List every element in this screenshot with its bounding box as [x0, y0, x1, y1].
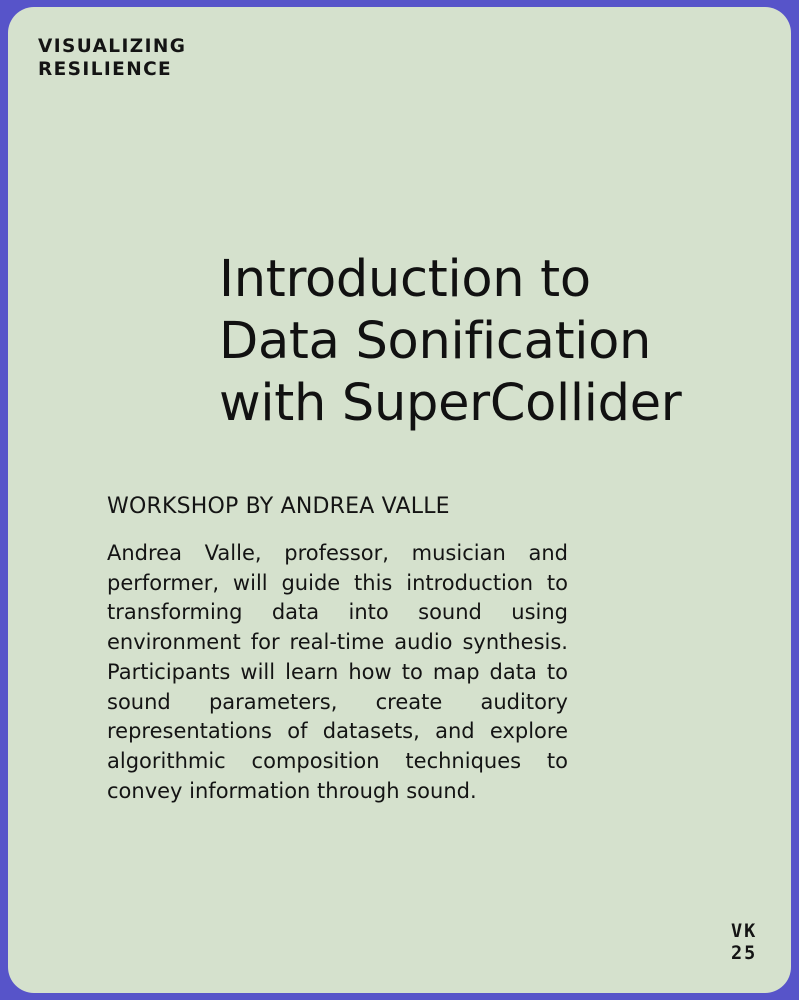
title-line-2: Data Sonification [219, 312, 652, 371]
brand-line-1: VISUALIZING [38, 36, 187, 57]
title-line-3: with SuperCollider [219, 374, 682, 433]
workshop-subtitle: WORKSHOP BY ANDREA VALLE [107, 494, 450, 519]
brand-logo [38, 35, 186, 81]
edition-badge [731, 921, 757, 965]
badge-line-2: 25 [731, 943, 758, 964]
poster-card [8, 7, 791, 993]
title-line-1: Introduction to [219, 250, 591, 309]
workshop-description: Andrea Valle, professor, musician and performer, will guide this introduction to transforming data into sound using environment for real-time audio synthesis. Participants will learn how to map data to sound parameters, create auditory representations of datasets, and explore algorithmic composition techniques to convey information through sound. [107, 541, 568, 803]
brand-line-2: RESILIENCE [38, 59, 173, 80]
page-title [219, 249, 779, 435]
badge-line-1: VK [731, 921, 758, 942]
